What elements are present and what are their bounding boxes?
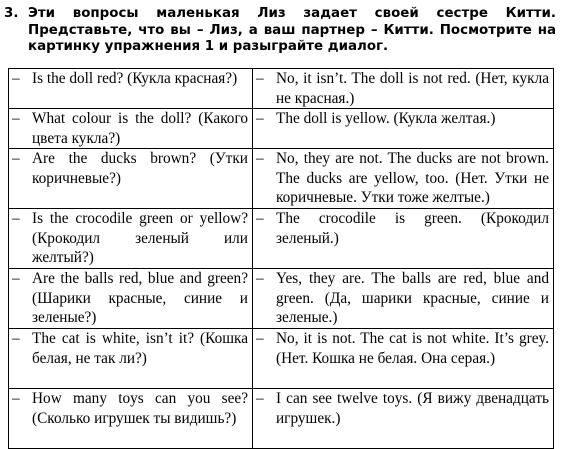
question-cell <box>9 109 253 149</box>
answer-text: No, it is not. The cat is not white. It’s grey. (Нет. Кошка не белая. Она серая.) <box>276 330 549 367</box>
question-cell <box>9 269 253 329</box>
answer-text: I can see twelve toys. (Я вижу двенадцать игрушек.) <box>276 390 549 427</box>
dialog-row <box>9 109 554 149</box>
dialog-table <box>8 68 554 449</box>
question-cell <box>9 69 253 109</box>
answer-cell <box>253 69 554 109</box>
dash-mark: – <box>12 150 20 167</box>
dash-mark: – <box>256 330 264 347</box>
answer-cell <box>253 109 554 149</box>
dialog-row <box>9 149 554 209</box>
answer-cell <box>253 269 554 329</box>
dash-mark: – <box>12 110 20 127</box>
dialog-row <box>9 269 554 329</box>
dash-mark: – <box>256 110 264 127</box>
question-text: Is the crocodile green or yellow? (Крокодил зеленый или желтый?) <box>32 210 248 266</box>
answer-text: No, they are not. The ducks are not brown. The ducks are yellow, too. (Нет. Утки не коричневые. Утки тоже желтые.) <box>276 150 549 206</box>
question-text: Is the doll red? (Кукла красная?) <box>32 70 238 87</box>
question-text: Are the ducks brown? (Утки коричневые?) <box>32 150 248 187</box>
question-text: The cat is white, isn’t it? (Кошка белая, не так ли?) <box>32 330 248 367</box>
dialog-row <box>9 329 554 389</box>
dash-mark: – <box>256 70 264 87</box>
question-cell <box>9 149 253 209</box>
task-instruction: Эти вопросы маленькая Лиз задает своей сестре Китти. Представьте, что вы – Лиз, а ваш партнер – Китти. Посмотрите на картинку упражнения 1 и разыграйте диалог. <box>28 6 556 54</box>
question-text: How many toys can you see? (Сколько игрушек ты видишь?) <box>32 390 248 427</box>
dash-mark: – <box>256 150 264 167</box>
question-text: Are the balls red, blue and green? (Шарики красные, синие и зеленые?) <box>32 270 248 326</box>
question-cell <box>9 209 253 269</box>
answer-cell <box>253 389 554 449</box>
answer-text: The doll is yellow. (Кукла желтая.) <box>276 110 496 127</box>
answer-text: Yes, they are. The balls are red, blue and green. (Да, шарики красные, синие и зеленые.) <box>276 270 549 326</box>
task-number: 3. <box>4 6 19 21</box>
dash-mark: – <box>256 210 264 227</box>
answer-cell <box>253 209 554 269</box>
dialog-row <box>9 389 554 449</box>
question-text: What colour is the doll? (Какого цвета кукла?) <box>32 110 248 147</box>
dash-mark: – <box>12 330 20 347</box>
dialog-row <box>9 69 554 109</box>
dash-mark: – <box>12 270 20 287</box>
answer-cell <box>253 149 554 209</box>
dash-mark: – <box>12 210 20 227</box>
dialog-row <box>9 209 554 269</box>
answer-text: The crocodile is green. (Крокодил зеленый.) <box>276 210 549 247</box>
dash-mark: – <box>12 390 20 407</box>
answer-text: No, it isn’t. The doll is not red. (Нет, кукла не красная.) <box>276 70 549 107</box>
dash-mark: – <box>256 390 264 407</box>
question-cell <box>9 329 253 389</box>
answer-cell <box>253 329 554 389</box>
question-cell <box>9 389 253 449</box>
dash-mark: – <box>256 270 264 287</box>
dash-mark: – <box>12 70 20 87</box>
